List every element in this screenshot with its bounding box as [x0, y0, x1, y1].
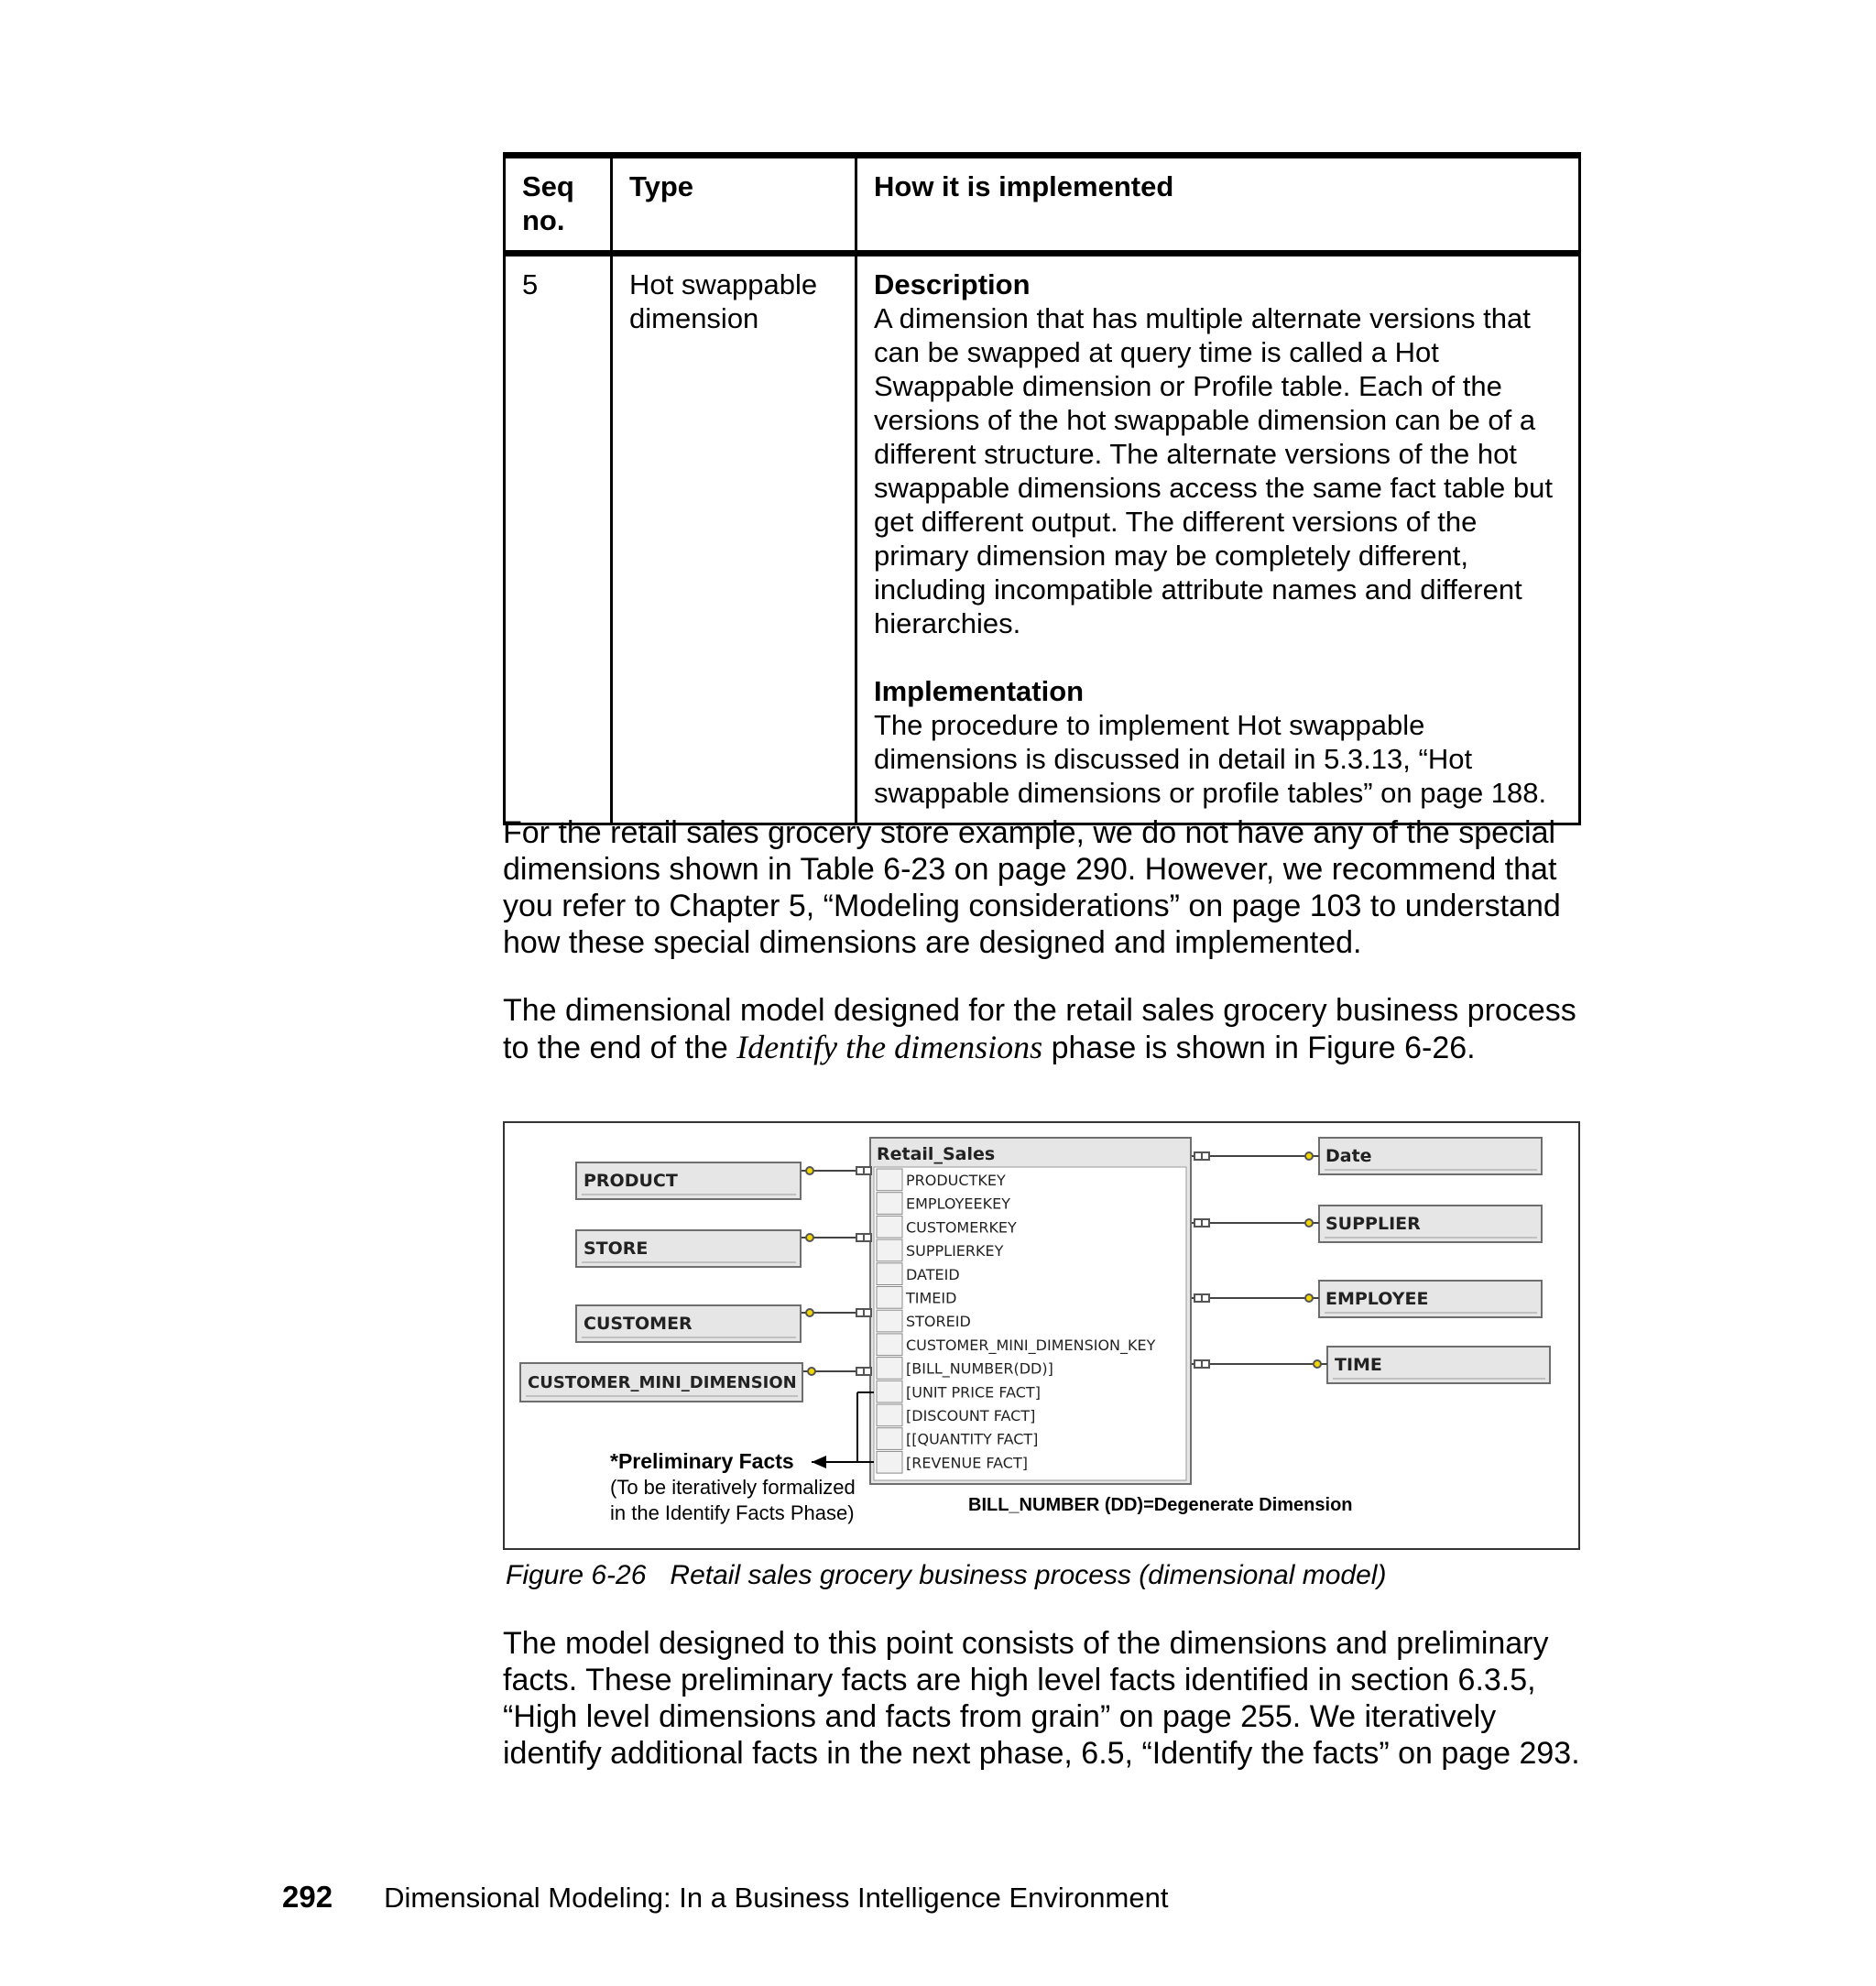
- preliminary-facts-title: *Preliminary Facts: [610, 1449, 794, 1473]
- implementation-text: The procedure to implement Hot swappable dimensions is discussed in detail in 5.3.13, “Hot swappable dimensions or profile tables” on page 188.: [874, 709, 1547, 809]
- fact-column-label: TIMEID: [906, 1289, 957, 1307]
- header-implementation: How it is implemented: [856, 156, 1580, 254]
- dim-store: [576, 1230, 801, 1267]
- fact-column: [877, 1428, 1038, 1450]
- relationship-line: [802, 1309, 871, 1316]
- relationship-line: [802, 1234, 871, 1241]
- fact-column: [877, 1380, 1041, 1402]
- implementation-heading: Implementation: [874, 675, 1085, 707]
- column-selector-box: [877, 1216, 902, 1238]
- column-selector-box: [877, 1263, 902, 1285]
- dim-label: PRODUCT: [584, 1171, 678, 1191]
- dim-product: [576, 1162, 801, 1199]
- preliminary-facts-note-line1: (To be iteratively formalized: [610, 1476, 856, 1499]
- fact-column: [877, 1239, 1004, 1261]
- table: [503, 152, 1581, 825]
- dim-employee: [1319, 1281, 1542, 1317]
- description-text: A dimension that has multiple alternate versions that can be swapped at query time is called a Hot Swappable dimension or Profile table. Each of the versions of the hot swappable dimension can be of a different structure. The alternate versions of the hot swappable dimensions access the same fact table but get different output. The different versions of the primary dimension may be completely different, including incompatible attribute names and different hierarchies.: [874, 302, 1553, 639]
- header-type: Type: [612, 156, 856, 254]
- fact-column-label: STOREID: [906, 1313, 971, 1331]
- fact-column-label: CUSTOMER_MINI_DIMENSION_KEY: [906, 1336, 1156, 1354]
- fact-column: [877, 1451, 1028, 1473]
- header-seq: Seq no.: [505, 156, 612, 254]
- cell-type: Hot swappable dimension: [612, 254, 856, 824]
- dim-label: CUSTOMER_MINI_DIMENSION: [528, 1373, 797, 1392]
- relationship-line: [1192, 1219, 1319, 1227]
- fact-column-label: [BILL_NUMBER(DD)]: [906, 1359, 1053, 1378]
- figure-caption: [506, 1559, 1386, 1592]
- fact-column: [877, 1334, 1156, 1356]
- column-selector-box: [877, 1239, 902, 1261]
- paragraph-special-dimensions: For the retail sales grocery store example, we do not have any of the special dimensions shown in Table 6-23 on page 290. However, we recommend that you refer to Chapter 5, “Modeling considerations” on page 103 to understand how these special dimensions are designed and implemented.: [503, 815, 1561, 960]
- column-selector-box: [877, 1334, 902, 1356]
- figure-label: Figure 6-26: [506, 1560, 647, 1590]
- column-selector-box: [877, 1193, 902, 1215]
- table-row: [505, 254, 1580, 824]
- fact-table-title: Retail_Sales: [877, 1144, 996, 1164]
- diagram-svg: [505, 1123, 1582, 1552]
- cell-implementation: [856, 254, 1580, 824]
- dim-label: SUPPLIER: [1325, 1214, 1421, 1234]
- fact-column: [877, 1310, 971, 1332]
- table-header-row: [505, 156, 1580, 254]
- fact-column: [877, 1169, 1006, 1191]
- preliminary-facts-note-line2: in the Identify Facts Phase): [610, 1501, 855, 1524]
- preliminary-facts-bracket: [812, 1392, 874, 1462]
- degenerate-dimension-note: BILL_NUMBER (DD)=Degenerate Dimension: [968, 1495, 1353, 1515]
- column-selector-box: [877, 1451, 902, 1473]
- dim-supplier: [1319, 1206, 1542, 1242]
- fact-column-label: [DISCOUNT FACT]: [906, 1407, 1036, 1424]
- dim-label: Date: [1325, 1146, 1372, 1166]
- paragraph-text: phase is shown in Figure 6-26.: [1042, 1031, 1476, 1065]
- column-selector-box: [877, 1380, 902, 1402]
- description-heading: Description: [874, 268, 1031, 300]
- column-selector-box: [877, 1358, 902, 1380]
- relationship-line: [802, 1167, 871, 1174]
- column-selector-box: [877, 1310, 902, 1332]
- figure-title: Retail sales grocery business process (dimensional model): [670, 1560, 1387, 1590]
- fact-column: [877, 1404, 1035, 1426]
- paragraph-text: The dimensional model designed for the retail sales grocery business process to the end of the: [503, 993, 1576, 1065]
- dim-label: CUSTOMER: [584, 1314, 693, 1334]
- page-footer: [282, 1881, 1168, 1915]
- fact-column-label: SUPPLIERKEY: [906, 1242, 1004, 1260]
- dim-label: EMPLOYEE: [1325, 1289, 1429, 1309]
- dim-customer-mini-dimension: [520, 1363, 802, 1402]
- cell-seq: 5: [505, 254, 612, 824]
- fact-column: [877, 1263, 960, 1285]
- phase-name: Identify the dimensions: [736, 1029, 1043, 1065]
- column-selector-box: [877, 1169, 902, 1191]
- right-relationships: [1192, 1152, 1327, 1368]
- left-relationships: [802, 1167, 871, 1375]
- relationship-line: [1192, 1294, 1319, 1302]
- fact-column-label: DATEID: [906, 1265, 960, 1283]
- fact-column-label: CUSTOMERKEY: [906, 1218, 1017, 1237]
- dim-customer: [576, 1305, 801, 1342]
- dimensional-model-figure: [503, 1121, 1580, 1550]
- dim-label: TIME: [1335, 1355, 1382, 1375]
- fact-column-label: PRODUCTKEY: [906, 1172, 1006, 1189]
- dim-date: [1319, 1138, 1542, 1174]
- relationship-line: [1192, 1152, 1319, 1160]
- column-selector-box: [877, 1428, 902, 1450]
- page-number: 292: [282, 1880, 333, 1914]
- dim-time: [1327, 1347, 1550, 1383]
- fact-column: [877, 1287, 956, 1309]
- column-selector-box: [877, 1287, 902, 1309]
- dim-label: STORE: [584, 1239, 649, 1259]
- fact-column: [877, 1216, 1017, 1238]
- fact-column-label: [UNIT PRICE FACT]: [906, 1383, 1041, 1402]
- arrow-left-icon: [812, 1456, 826, 1468]
- relationship-line: [803, 1368, 871, 1375]
- fact-column: [877, 1193, 1010, 1215]
- book-title: Dimensional Modeling: In a Business Intelligence Environment: [384, 1882, 1169, 1914]
- fact-column-label: [REVENUE FACT]: [906, 1454, 1028, 1472]
- paragraph-dimensional-model: [503, 992, 1593, 1066]
- relationship-line: [1192, 1360, 1327, 1368]
- column-selector-box: [877, 1404, 902, 1426]
- fact-table-retail-sales: [870, 1138, 1191, 1484]
- fact-column-label: EMPLOYEEKEY: [906, 1195, 1010, 1213]
- fact-column-label: [[QUANTITY FACT]: [906, 1430, 1039, 1448]
- paragraph-model-summary: The model designed to this point consists of the dimensions and preliminary facts. These preliminary facts are high level facts identified in section 6.3.5, “High level dimensions and facts from grain” on page 255. We iteratively identify additional facts in the next phase, 6.5, “Identify the facts” on page 293.: [503, 1626, 1580, 1771]
- special-dimensions-table: [503, 152, 1581, 825]
